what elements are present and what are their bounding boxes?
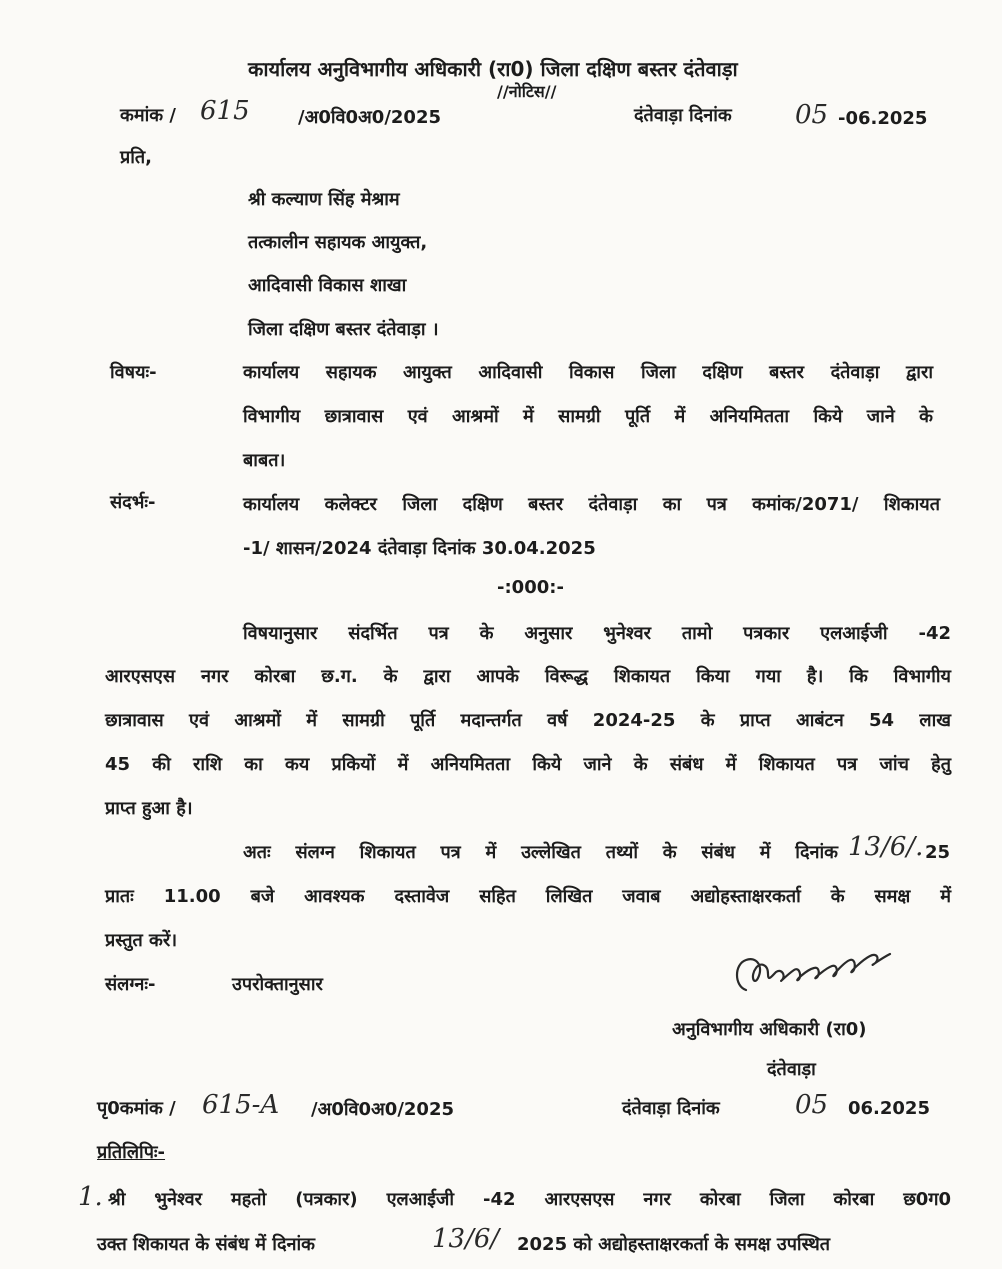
enclosure-label: संलग्नः-: [105, 974, 156, 995]
copy-kramank-number-handwritten: 615-A: [202, 1090, 280, 1120]
date-month-year: -06.2025: [838, 108, 928, 129]
para2-line: अतः संलग्न शिकायत पत्र में उल्लेखित तथ्यों के संबंध में दिनांक: [243, 842, 838, 863]
subject-line: कार्यालय सहायक आयुक्त आदिवासी विकास जिला दक्षिण बस्तर दंतेवाड़ा द्वारा: [243, 362, 933, 383]
copy-item-number: 1.: [78, 1182, 103, 1212]
signatory-title: अनुविभागीय अधिकारी (रा0): [672, 1019, 867, 1040]
addressee-district: जिला दक्षिण बस्तर दंतेवाड़ा ।: [248, 319, 439, 340]
reference-line: कार्यालय कलेक्टर जिला दक्षिण बस्तर दंतेवाड़ा का पत्र कमांक/2071/ शिकायत: [243, 494, 940, 515]
para1-line: प्राप्त हुआ है।: [105, 798, 193, 819]
signatory-place: दंतेवाड़ा: [767, 1059, 816, 1080]
kramank-label: कमांक /: [120, 105, 176, 126]
hearing-date-handwritten: 13/6/.: [848, 832, 924, 862]
copy-date-month-year: 06.2025: [848, 1098, 930, 1119]
para1-line: आरएसएस नगर कोरबा छ.ग. के द्वारा आपके विरूद्ध शिकायत किया गया है। कि विभागीय: [105, 666, 951, 687]
reference-line: -1/ शासन/2024 दंतेवाड़ा दिनांक 30.04.2025: [243, 538, 596, 559]
kramank-number-handwritten: 615: [200, 96, 250, 126]
notice-heading: //नोटिस//: [497, 82, 557, 101]
place-date-label: दंतेवाड़ा दिनांक: [634, 105, 732, 126]
hearing-date-year: 25: [925, 842, 951, 863]
date-day-handwritten: 05: [795, 100, 829, 130]
para2-line: प्रातः 11.00 बजे आवश्यक दस्तावेज सहित लिखित जवाब अद्योहस्ताक्षरकर्ता के समक्ष में: [105, 886, 951, 907]
reference-label: संदर्भः-: [110, 492, 156, 513]
addressee-designation: तत्कालीन सहायक आयुक्त,: [248, 232, 428, 253]
addressee-branch: आदिवासी विकास शाखा: [248, 275, 407, 296]
copy-to-label: प्रतिलिपिः-: [97, 1142, 166, 1163]
enclosure-value: उपरोक्तानुसार: [232, 974, 323, 995]
prati-label: प्रति,: [120, 147, 153, 168]
kramank-suffix: /अ0वि0अ0/2025: [298, 107, 441, 128]
para2-line: प्रस्तुत करें।: [105, 930, 178, 951]
copy-kramank-suffix: /अ0वि0अ0/2025: [311, 1099, 454, 1120]
office-heading: कार्यालय अनुविभागीय अधिकारी (रा0) जिला दक्षिण बस्तर दंतेवाड़ा: [248, 57, 738, 81]
copy-place-date-label: दंतेवाड़ा दिनांक: [622, 1098, 720, 1119]
copy-kramank-label: पृ0कमांक /: [97, 1098, 176, 1119]
para1-line: 45 की राशि का कय प्रकियों में अनियमितता किये जाने के संबंध में शिकायत पत्र जांच हेतु: [105, 754, 951, 775]
copy-item-line: श्री भुनेश्वर महतो (पत्रकार) एलआईजी -42 आरएसएस नगर कोरबा जिला कोरबा छ0ग0: [108, 1189, 951, 1210]
subject-line: बाबत।: [243, 450, 286, 471]
subject-label: विषयः-: [110, 362, 157, 383]
officer-signature: [728, 946, 898, 1002]
copy-item-line: उक्त शिकायत के संबंध में दिनांक: [97, 1234, 315, 1255]
copy-hearing-date-handwritten: 13/6/: [432, 1224, 500, 1254]
subject-line: विभागीय छात्रावास एवं आश्रमों में सामग्री पूर्ति में अनियमितता किये जाने के: [243, 406, 933, 427]
copy-date-day-handwritten: 05: [795, 1090, 829, 1120]
copy-item-line: 2025 को अद्योहस्ताक्षरकर्ता के समक्ष उपस्थित: [517, 1234, 830, 1255]
para1-line: विषयानुसार संदर्भित पत्र के अनुसार भुनेश्वर तामो पत्रकार एलआईजी -42: [243, 623, 951, 644]
addressee-name: श्री कल्याण सिंह मेश्राम: [248, 189, 400, 210]
separator: -:000:-: [497, 577, 564, 598]
para1-line: छात्रावास एवं आश्रमों में सामग्री पूर्ति मदान्तर्गत वर्ष 2024-25 के प्राप्त आबंटन 54 लाख: [105, 710, 951, 731]
